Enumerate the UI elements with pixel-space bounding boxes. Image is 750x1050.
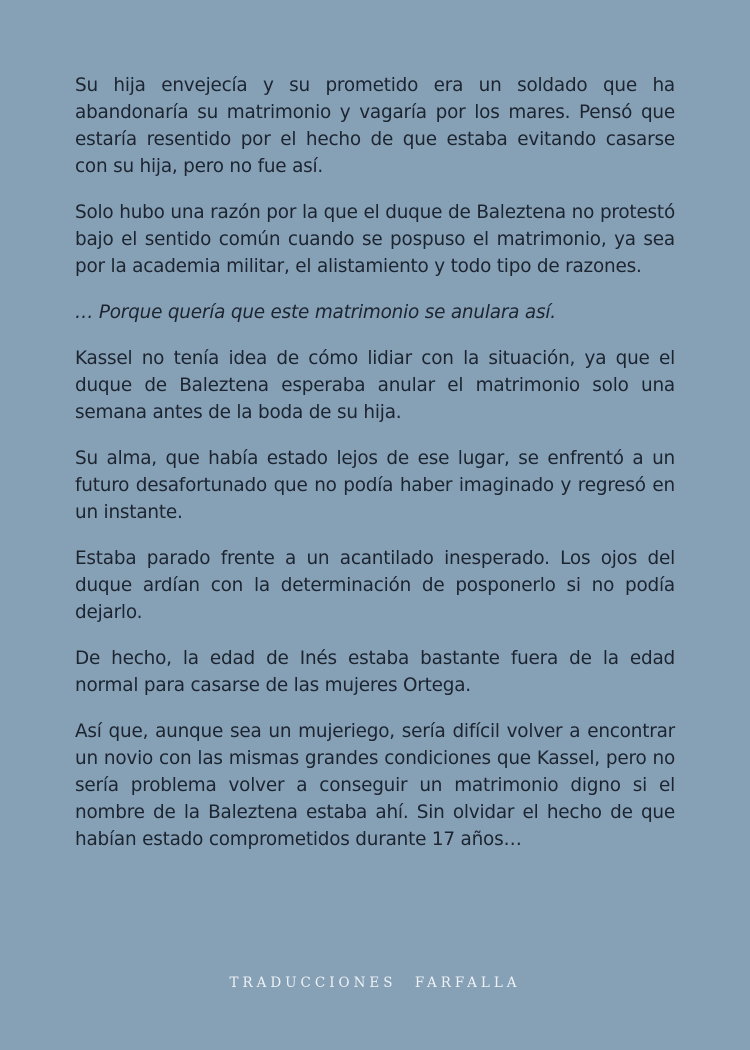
paragraph-3-italic: … Porque quería que este matrimonio se anulara así. [75, 302, 556, 323]
paragraph-8: Así que, aunque sea un mujeriego, sería difícil volver a encontrar un novio con las mismas grandes condiciones que Kassel, pero no sería problema volver a conseguir un matrimonio digno si el nombre de la Baleztena estaba ahí. Sin olvidar el hecho de que habían estado comprometidos durante 17 años… [75, 721, 675, 850]
page-body [75, 72, 675, 872]
paragraph-2: Solo hubo una razón por la que el duque de Baleztena no protestó bajo el sentido común cuando se pospuso el matrimonio, ya sea por la academia militar, el alistamiento y todo tipo de razones. [75, 202, 675, 277]
paragraph-5: Su alma, que había estado lejos de ese lugar, se enfrentó a un futuro desafortunado que no podía haber imaginado y regresó en un instante. [75, 448, 675, 523]
paragraph-6: Estaba parado frente a un acantilado inesperado. Los ojos del duque ardían con la determinación de posponerlo si no podía dejarlo. [75, 548, 675, 623]
paragraph-4: Kassel no tenía idea de cómo lidiar con la situación, ya que el duque de Baleztena esperaba anular el matrimonio solo una semana antes de la boda de su hija. [75, 348, 675, 423]
footer-credit: TRADUCCIONES FARFALLA [229, 975, 521, 991]
paragraph-7: De hecho, la edad de Inés estaba bastante fuera de la edad normal para casarse de las mujeres Ortega. [75, 648, 675, 696]
paragraph-1: Su hija envejecía y su prometido era un soldado que ha abandonaría su matrimonio y vagaría por los mares. Pensó que estaría resentido por el hecho de que estaba evitando casarse con su hija, pero no fue así. [75, 75, 675, 177]
